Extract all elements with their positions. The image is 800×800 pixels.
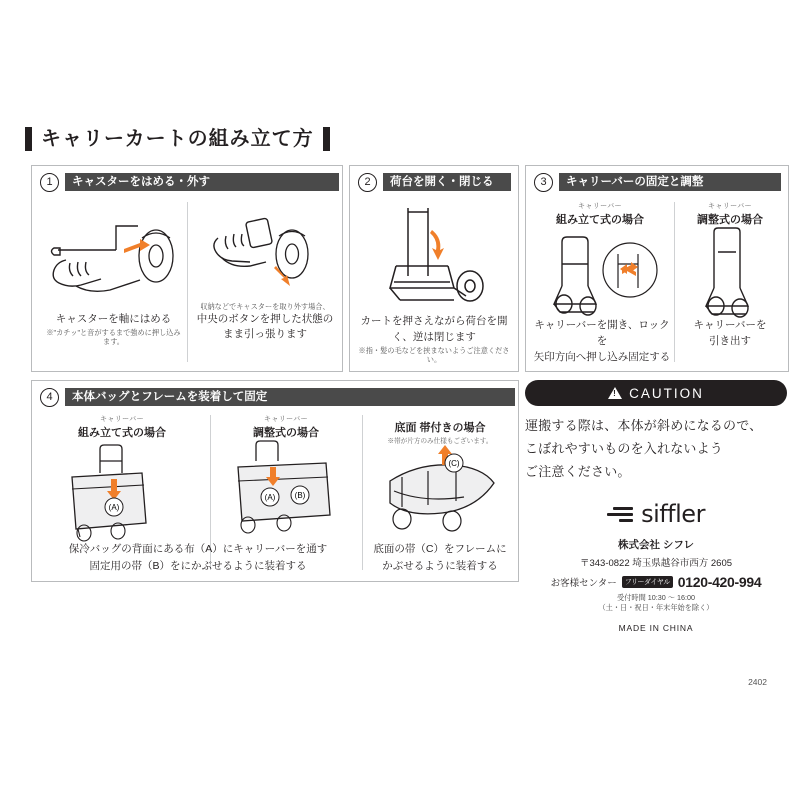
step-1-caption-right: 収納などでキャスターを取り外す場合、 中央のボタンを押した状態のまま引っ張ります — [196, 302, 334, 341]
step-4-sub-2-label: キャリーバー 調整式の場合 — [218, 415, 354, 441]
phone-number: 0120-420-994 — [677, 574, 762, 590]
step-3-panel — [525, 165, 789, 372]
step-2-number: 2 — [358, 173, 377, 192]
siffler-logo-icon — [607, 507, 633, 522]
step-4-figure-assemble-bag — [56, 443, 196, 543]
page-title — [25, 125, 330, 153]
step-4-sub-3-note: ※帯が片方のみ仕様もございます。 — [387, 438, 493, 446]
warning-triangle-icon: ! — [608, 387, 622, 399]
marker-a: (A) — [264, 493, 276, 502]
brand-logo — [525, 500, 787, 528]
step-3-figure-assemble — [538, 234, 664, 319]
customer-center-row — [525, 574, 787, 590]
caution-body: 運搬する際は、本体が斜めになるので、 こぼれやすいものを入れないよう ご注意ください。 — [525, 418, 763, 479]
title-bar-left-icon — [25, 127, 32, 151]
caution-heading-text: CAUTION — [629, 385, 704, 401]
step-4-header — [40, 387, 515, 407]
origin-text: MADE IN CHINA — [618, 622, 694, 633]
step-2-heading: 荷台を開く・閉じる — [383, 173, 511, 192]
step-1-note-left: ※"カチッ"と音がするまで強めに押し込みます。 — [46, 327, 181, 347]
page-title-text: キャリーカートの組み立て方 — [41, 128, 314, 150]
step-1-divider — [187, 202, 188, 362]
step-4-sub-1-mini: キャリーバー — [99, 416, 145, 423]
step-4-sub-2-mini: キャリーバー — [263, 416, 309, 423]
company-address: 〒343-0822 埼玉県越谷市西方 2605 — [579, 558, 733, 569]
step-3-sub-1-mini: キャリーバー — [577, 203, 623, 210]
step-3-sub-1-label: キャリーバー 組み立て式の場合 — [536, 202, 664, 228]
customer-center-label: お客様センター — [550, 578, 617, 589]
step-2-note: ※指・髪の毛などを挟まないようご注意ください。 — [358, 345, 510, 365]
arrow-icon — [124, 239, 150, 253]
step-3-header — [534, 172, 781, 192]
title-bar-right-icon — [323, 127, 330, 151]
step-4-sub-1-label: キャリーバー 組み立て式の場合 — [42, 415, 202, 441]
step-3-caption-2: キャリーバーを 引き出す — [693, 319, 767, 347]
step-3-sub-2-mini: キャリーバー — [707, 203, 753, 210]
step-1-panel — [31, 165, 343, 372]
document-code: 2402 — [748, 677, 767, 687]
step-2-caption: カートを押さえながら荷台を開く、逆は閉じます ※指・髪の毛などを挟まないようご注意ください。 — [358, 315, 510, 365]
step-4-figure-bottom-strap — [372, 443, 512, 543]
step-4-heading: 本体バッグとフレームを装着して固定 — [65, 388, 515, 407]
step-3-divider — [674, 202, 675, 362]
step-2-panel — [349, 165, 519, 372]
business-hours: 受付時間 10:30 〜 16:00 （土・日・祝日・年末年始を除く） — [598, 593, 714, 613]
step-1-preface-right: 収納などでキャスターを取り外す場合、 — [200, 302, 330, 311]
step-1-figure-detach — [200, 208, 332, 313]
step-3-caption-1: キャリーバーを開き、ロックを 矢印方向へ押し込み固定する — [533, 319, 671, 363]
step-3-figure-telescopic — [684, 226, 780, 321]
step-4-divider-2 — [362, 415, 363, 570]
brand-block — [525, 500, 787, 633]
step-4-caption-right: 底面の帯（C）をフレームに かぶせるように装着する — [373, 543, 507, 572]
step-4-sub-3-label: 底面 帯付きの場合 ※帯が片方のみ仕様もございます。 — [370, 421, 510, 447]
marker-b: (B) — [294, 491, 306, 500]
freedial-badge: フリーダイヤル — [622, 576, 673, 588]
step-3-number: 3 — [534, 173, 553, 192]
step-1-heading: キャスターをはめる・外す — [65, 173, 339, 192]
marker-c: (C) — [448, 459, 460, 468]
step-4-number: 4 — [40, 388, 59, 407]
step-3-sub-2-label: キャリーバー 調整式の場合 — [678, 202, 782, 228]
step-2-header — [358, 172, 511, 192]
marker-a: (A) — [108, 503, 120, 512]
arrow-icon — [430, 230, 444, 260]
step-1-number: 1 — [40, 173, 59, 192]
company-name: 株式会社 シフレ — [618, 539, 694, 551]
brand-logo-text: siffler — [641, 500, 705, 528]
caution-header — [525, 380, 787, 406]
step-4-panel — [31, 380, 519, 582]
arrow-icon — [274, 266, 290, 286]
step-2-figure-open-close — [370, 204, 500, 314]
step-1-header — [40, 172, 339, 192]
step-1-figure-attach — [46, 208, 181, 313]
step-4-figure-telescopic-bag — [222, 437, 356, 543]
step-1-caption-left: キャスターを軸にはめる ※"カチッ"と音がするまで強めに押し込みます。 — [46, 313, 181, 347]
step-3-heading: キャリーバーの固定と調整 — [559, 173, 781, 192]
sheet-inner — [25, 125, 775, 685]
step-4-caption-left: 保冷バッグの背面にある布（A）にキャリーバーを通す 固定用の帯（B）をにかぶせるように装着する — [68, 543, 328, 572]
